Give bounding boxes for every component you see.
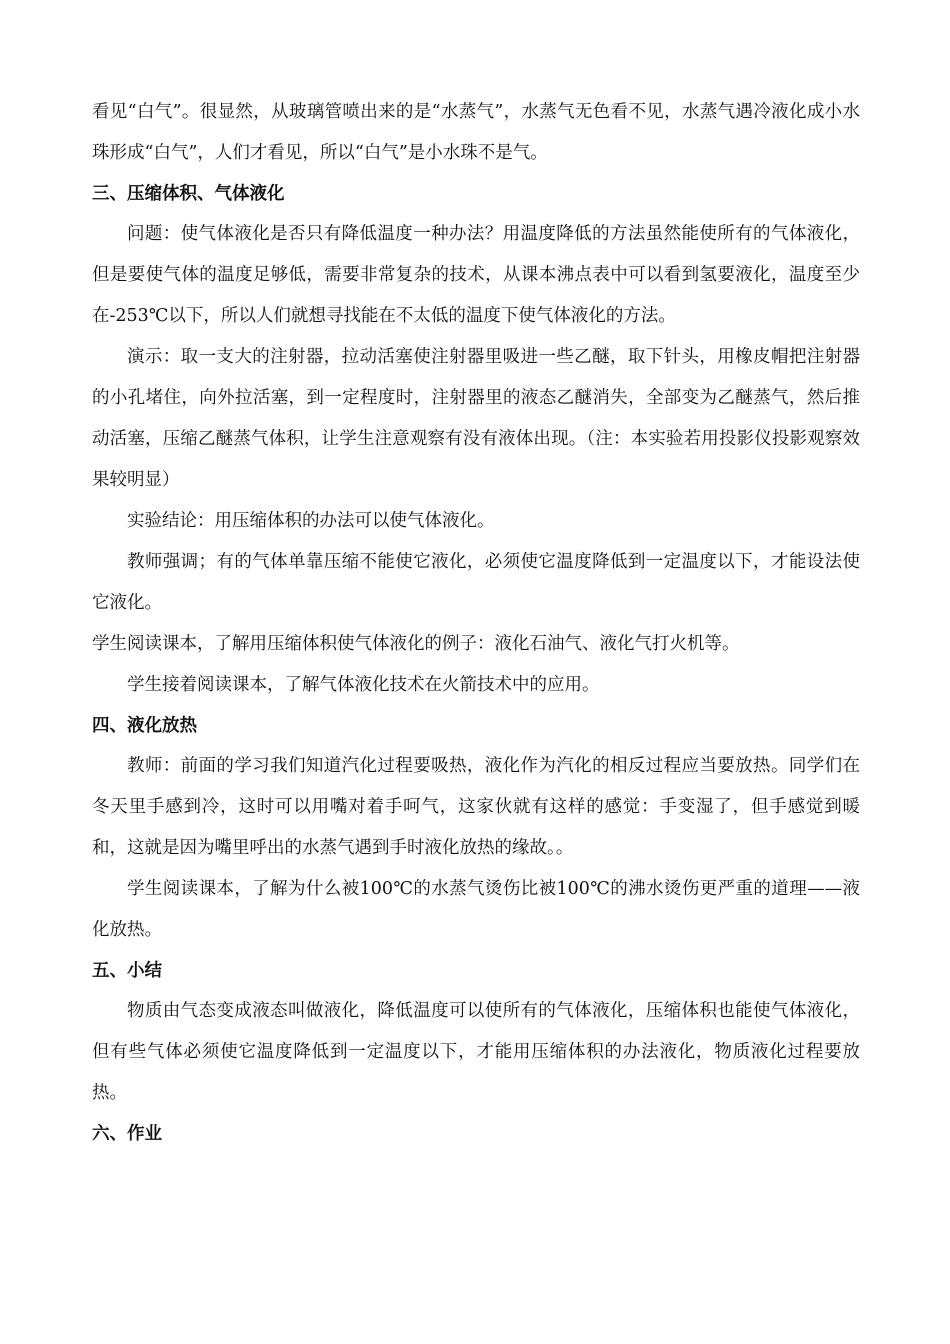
paragraph-student-reading-rocket: 学生接着阅读课本，了解气体液化技术在火箭技术中的应用。 (127, 675, 600, 695)
section-heading-heat-release: 四、液化放热 (92, 716, 197, 736)
section-heading-compression: 三、压缩体积、气体液化 (92, 184, 285, 204)
section-heading-homework: 六、作业 (92, 1124, 162, 1144)
paragraph-teacher-heat: 教师：前面的学习我们知道汽化过程要吸热，液化作为汽化的相反过程应当要放热。同学们在冬天里手感到冷，这时可以用嘴对着手呵气，这家伙就有这样的感觉：手变湿了，但手感觉到暖和，这就是因为嘴里呼出的水蒸气遇到手时液化放热的缘故。。 (92, 756, 860, 858)
paragraph-white-vapor: 看见“白气”。很显然，从玻璃管喷出来的是“水蒸气”，水蒸气无色看不见，水蒸气遇冷液化成小水珠形成“白气”，人们才看见，所以“白气”是小水珠不是气。 (92, 102, 860, 163)
paragraph-demonstration: 演示：取一支大的注射器，拉动活塞使注射器里吸进一些乙醚，取下针头，用橡皮帽把注射器的小孔堵住，向外拉活塞，到一定程度时，注射器里的液态乙醚消失，全部变为乙醚蒸气，然后推动活塞，压缩乙醚蒸气体积，让学生注意观察有没有液体出现。（注：本实验若用投影仪投影观察效果较明显） (92, 347, 860, 490)
section-heading-summary: 五、小结 (92, 961, 162, 981)
paragraph-teacher-emphasis: 教师强调；有的气体单靠压缩不能使它液化，必须使它温度降低到一定温度以下，才能设法使它液化。 (92, 552, 860, 613)
document-body (92, 92, 860, 1154)
paragraph-summary: 物质由气态变成液态叫做液化，降低温度可以使所有的气体液化，压缩体积也能使气体液化，但有些气体必须使它温度降低到一定温度以下，才能用压缩体积的办法液化，物质液化过程要放热。 (92, 1001, 860, 1103)
paragraph-question: 问题：使气体液化是否只有降低温度一种办法？用温度降低的方法虽然能使所有的气体液化，但是要使气体的温度足够低，需要非常复杂的技术，从课本沸点表中可以看到氢要液化，温度至少在-253℃以下，所以人们就想寻找能在不太低的温度下使气体液化的方法。 (92, 224, 860, 326)
paragraph-steam-burn: 学生阅读课本，了解为什么被100℃的水蒸气烫伤比被100℃的沸水烫伤更严重的道理——液化放热。 (92, 879, 860, 940)
paragraph-conclusion: 实验结论：用压缩体积的办法可以使气体液化。 (127, 511, 495, 531)
paragraph-student-reading-examples: 学生阅读课本，了解用压缩体积使气体液化的例子：液化石油气、液化气打火机等。 (92, 634, 740, 654)
